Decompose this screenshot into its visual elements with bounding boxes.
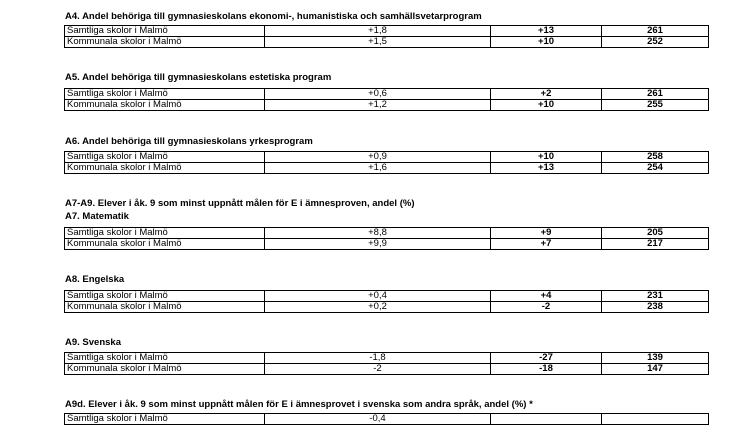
row-label: Samtliga skolor i Malmö	[65, 291, 265, 302]
table-row	[65, 239, 709, 250]
cell-change: +1,5	[265, 37, 491, 48]
cell-value: 238	[602, 302, 709, 313]
table-row	[65, 100, 709, 111]
row-label: Kommunala skolor i Malmö	[65, 37, 265, 48]
row-label: Kommunala skolor i Malmö	[65, 364, 265, 375]
cell-value: 252	[602, 37, 709, 48]
cell-change: +1,8	[265, 26, 491, 37]
section-title-a9d: A9d. Elever i åk. 9 som minst uppnått målen för E i ämnesprovet i svenska som andra språk, andel (%) *	[65, 399, 533, 410]
table-a5	[64, 88, 709, 111]
row-label: Kommunala skolor i Malmö	[65, 100, 265, 111]
cell-value: 255	[602, 100, 709, 111]
cell-value: 231	[602, 291, 709, 302]
cell-value: 205	[602, 228, 709, 239]
cell-change-bold: +13	[491, 163, 602, 174]
cell-change: +0,2	[265, 302, 491, 313]
section-title-a6: A6. Andel behöriga till gymnasieskolans yrkesprogram	[65, 136, 313, 147]
row-label: Kommunala skolor i Malmö	[65, 239, 265, 250]
section-title-a5: A5. Andel behöriga till gymnasieskolans estetiska program	[65, 72, 332, 83]
table-row	[65, 89, 709, 100]
row-label: Samtliga skolor i Malmö	[65, 152, 265, 163]
cell-change: +1,6	[265, 163, 491, 174]
cell-change-bold: -2	[491, 302, 602, 313]
cell-change-bold: +9	[491, 228, 602, 239]
row-label: Samtliga skolor i Malmö	[65, 89, 265, 100]
row-label: Samtliga skolor i Malmö	[65, 228, 265, 239]
table-a9	[64, 352, 709, 375]
cell-value: 254	[602, 163, 709, 174]
cell-value	[602, 414, 709, 425]
cell-change-bold: +10	[491, 37, 602, 48]
table-row	[65, 353, 709, 364]
cell-value: 139	[602, 353, 709, 364]
cell-change-bold: +2	[491, 89, 602, 100]
table-row	[65, 163, 709, 174]
table-a9d	[64, 413, 709, 425]
cell-change-bold: +4	[491, 291, 602, 302]
row-label: Samtliga skolor i Malmö	[65, 26, 265, 37]
table-row	[65, 26, 709, 37]
table-a6	[64, 151, 709, 174]
section-title-a4: A4. Andel behöriga till gymnasieskolans ekonomi-, humanistiska och samhällsvetarprogram	[65, 11, 482, 22]
cell-change: -1,8	[265, 353, 491, 364]
section-title-a7: A7. Matematik	[65, 211, 129, 222]
cell-change-bold: +13	[491, 26, 602, 37]
cell-value: 261	[602, 26, 709, 37]
row-label: Samtliga skolor i Malmö	[65, 353, 265, 364]
table-row	[65, 152, 709, 163]
table-row	[65, 302, 709, 313]
table-row	[65, 364, 709, 375]
cell-change: +1,2	[265, 100, 491, 111]
cell-change: +9,9	[265, 239, 491, 250]
section-pretitle-a7-a9: A7-A9. Elever i åk. 9 som minst uppnått målen för E i ämnesproven, andel (%)	[65, 198, 415, 209]
cell-change: -2	[265, 364, 491, 375]
table-row	[65, 414, 709, 425]
cell-value: 217	[602, 239, 709, 250]
table-a8	[64, 290, 709, 313]
section-title-a8: A8. Engelska	[65, 274, 125, 285]
cell-value: 258	[602, 152, 709, 163]
cell-change-bold: +7	[491, 239, 602, 250]
cell-change: +0,4	[265, 291, 491, 302]
cell-change: +0,9	[265, 152, 491, 163]
row-label: Samtliga skolor i Malmö	[65, 414, 265, 425]
cell-change-bold	[491, 414, 602, 425]
cell-change-bold: +10	[491, 100, 602, 111]
row-label: Kommunala skolor i Malmö	[65, 302, 265, 313]
cell-change-bold: -18	[491, 364, 602, 375]
cell-change-bold: +10	[491, 152, 602, 163]
row-label: Kommunala skolor i Malmö	[65, 163, 265, 174]
table-row	[65, 291, 709, 302]
table-a4	[64, 25, 709, 48]
cell-value: 147	[602, 364, 709, 375]
table-a7	[64, 227, 709, 250]
cell-value: 261	[602, 89, 709, 100]
cell-change-bold: -27	[491, 353, 602, 364]
table-row	[65, 37, 709, 48]
section-title-a9: A9. Svenska	[65, 337, 121, 348]
cell-change: -0,4	[265, 414, 491, 425]
table-row	[65, 228, 709, 239]
cell-change: +8,8	[265, 228, 491, 239]
cell-change: +0,6	[265, 89, 491, 100]
